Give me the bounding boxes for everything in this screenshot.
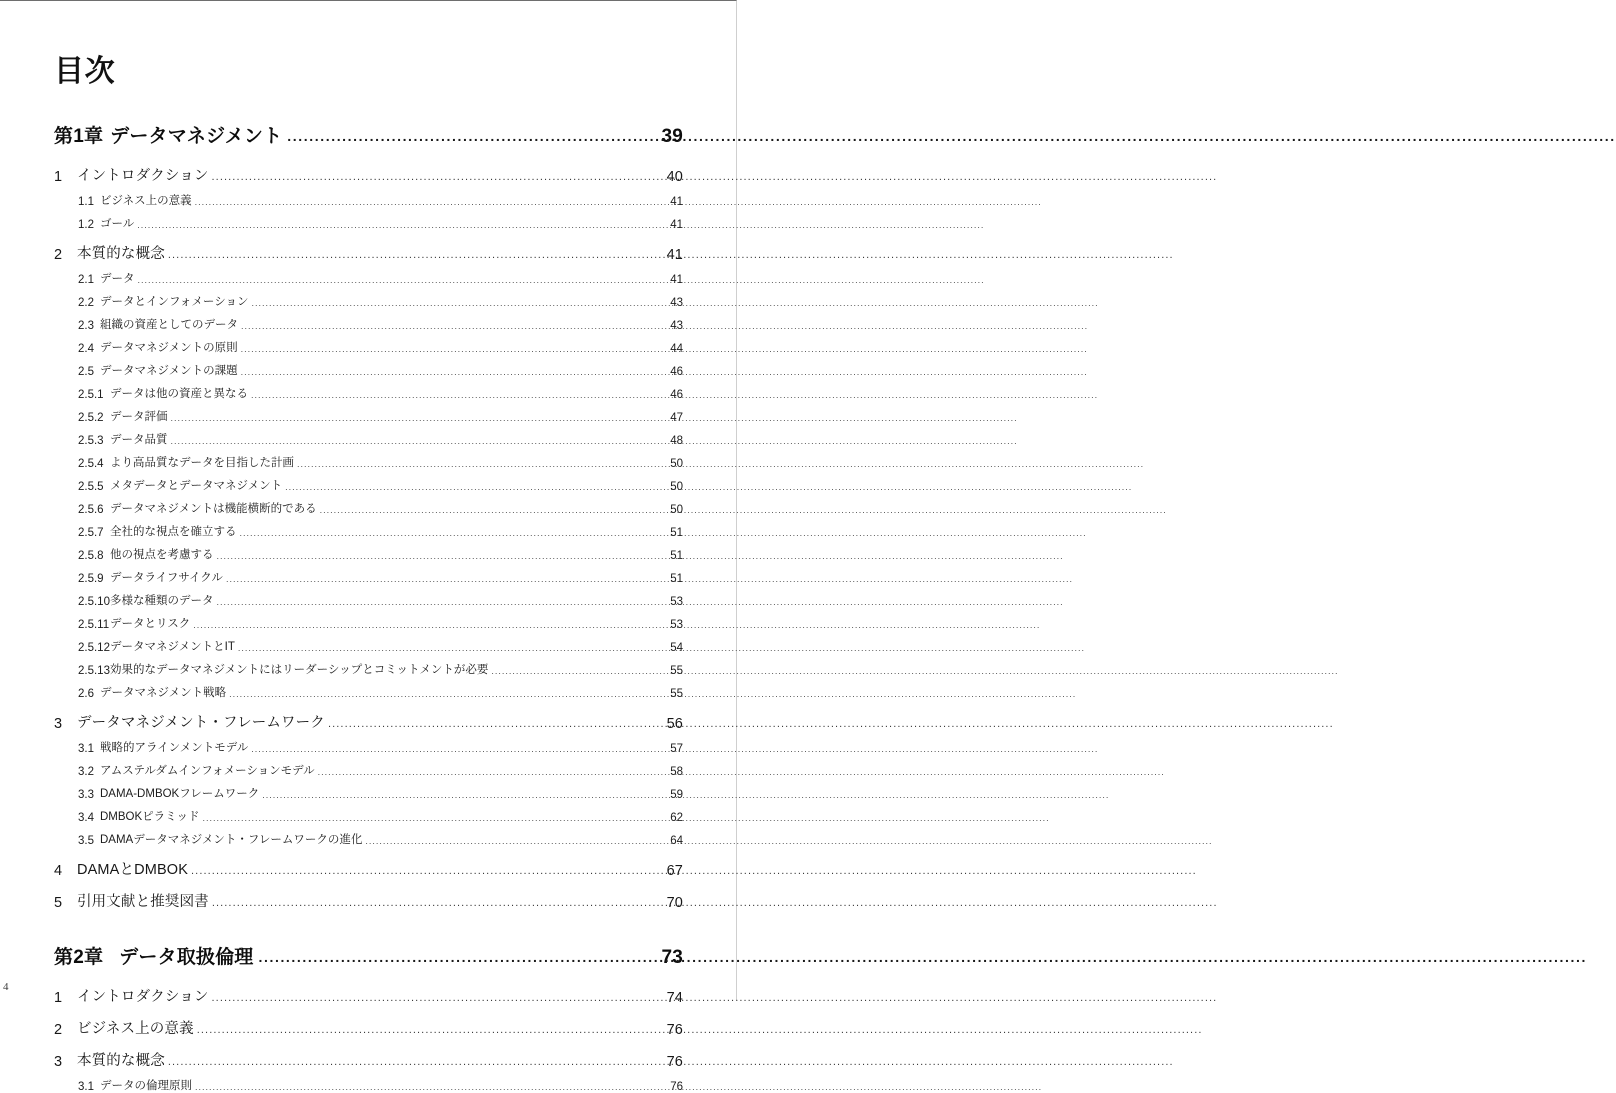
entry-label: ビジネス上の意義 (77, 1021, 194, 1037)
toc-entry-2-5-11[interactable] (78, 615, 683, 631)
toc-entry-5[interactable] (54, 890, 683, 911)
entry-label: 本質的な概念 (77, 246, 165, 262)
toc-entry-2-5-12[interactable] (78, 638, 683, 654)
entry-label: 他の視点を考慮する (110, 549, 214, 561)
entry-page-number: 46 (670, 366, 683, 378)
entry-number: 1 (54, 990, 63, 1006)
entry-page-number: 57 (670, 743, 683, 755)
entry-number: 2.5.4 (78, 458, 104, 470)
dot-leader (251, 390, 666, 400)
entry-number: 3.1 (78, 743, 94, 755)
entry-number: 2.5.11 (78, 619, 110, 631)
dot-leader (217, 551, 667, 561)
chapter-title: データマネジメント (110, 126, 283, 147)
dot-leader (229, 689, 666, 699)
toc-entry-4[interactable] (54, 858, 683, 879)
entry-number: 3 (54, 1054, 63, 1070)
dot-leader (137, 220, 666, 230)
chapter-title: データ取扱倫理 (119, 947, 254, 968)
entry-page-number: 43 (670, 297, 683, 309)
toc-entry-2-5-6[interactable] (78, 500, 683, 516)
entry-page-number: 62 (670, 812, 683, 824)
entry-page-number: 41 (670, 274, 683, 286)
entry-number: 2.6 (78, 688, 94, 700)
entry-page-number: 54 (670, 642, 683, 654)
entry-page-number: 76 (670, 1081, 683, 1093)
entry-page-number: 70 (666, 895, 683, 911)
entry-number: 2.5.1 (78, 389, 104, 401)
entry-number: 2.4 (78, 343, 94, 355)
entry-number: 2.5.13 (78, 665, 110, 677)
dot-leader (240, 528, 667, 538)
entry-page-number: 50 (670, 481, 683, 493)
dot-leader (491, 666, 666, 676)
entry-label: データは他の資産と異なる (110, 388, 248, 400)
entry-label: データの倫理原則 (100, 1080, 192, 1092)
dot-leader (191, 865, 662, 877)
entry-number: 5 (54, 895, 63, 911)
toc-entry-2-5-3[interactable] (78, 431, 683, 447)
toc-entry-2-3[interactable] (78, 316, 683, 332)
entry-number: 3 (54, 716, 63, 732)
entry-number: 2.5.6 (78, 504, 104, 516)
entry-page-number: 50 (670, 458, 683, 470)
entry-label: データマネジメントの原則 (100, 342, 238, 354)
dot-leader (328, 718, 662, 730)
entry-number: 3.5 (78, 835, 94, 847)
toc-entry-2-5-8[interactable] (78, 546, 683, 562)
entry-label: データ品質 (110, 434, 168, 446)
entry-label: 引用文献と推奨図書 (77, 894, 209, 910)
entry-page-number: 74 (666, 990, 683, 1006)
dot-leader (320, 505, 666, 515)
toc-entry-2[interactable] (54, 1017, 683, 1038)
entry-number: 1.1 (78, 196, 94, 208)
entry-page-number: 44 (670, 343, 683, 355)
toc-entry-2[interactable] (54, 242, 683, 263)
entry-label: データ評価 (110, 411, 168, 423)
entry-number: 2.3 (78, 320, 94, 332)
entry-label: 本質的な概念 (77, 1053, 165, 1069)
dot-leader (212, 897, 662, 909)
entry-page-number: 51 (670, 573, 683, 585)
entry-label: イントロダクション (77, 989, 209, 1005)
dot-leader (238, 643, 666, 653)
entry-number: 2.5.9 (78, 573, 104, 585)
entry-page-number: 53 (670, 596, 683, 608)
entry-page-number: 56 (666, 716, 683, 732)
toc-entry-2-5-2[interactable] (78, 408, 683, 424)
chapter-number: 第1章 (54, 126, 104, 147)
toc-entry-3-3[interactable] (78, 785, 683, 801)
entry-label: アムステルダムインフォメーションモデル (100, 765, 315, 777)
entry-label: 多様な種類のデータ (110, 595, 214, 607)
entry-page-number: 47 (670, 412, 683, 424)
dot-leader (318, 767, 666, 777)
dot-leader (297, 459, 666, 469)
entry-page-number: 50 (670, 504, 683, 516)
dot-leader (258, 949, 655, 965)
entry-number: 2 (54, 1022, 63, 1038)
dot-leader (285, 482, 666, 492)
toc-entry-1-1[interactable] (78, 192, 683, 208)
entry-page-number: 51 (670, 550, 683, 562)
entry-number: 2.5.5 (78, 481, 104, 493)
entry-page-number: 41 (666, 247, 683, 263)
page-title: 目次 (54, 55, 116, 88)
toc-entry-3-2[interactable] (78, 762, 683, 778)
dot-leader (241, 344, 666, 354)
dot-leader (138, 275, 667, 285)
entry-page-number: 41 (670, 196, 683, 208)
entry-number: 3.1 (78, 1081, 94, 1093)
toc-entry-3-1[interactable] (78, 1077, 683, 1093)
entry-number: 2.5.10 (78, 596, 110, 608)
dot-leader (241, 367, 666, 377)
toc-entry-2-6[interactable] (78, 684, 683, 700)
entry-number: 2.1 (78, 274, 94, 286)
entry-label: データマネジメントは機能横断的である (110, 503, 317, 515)
entry-label: ゴール (100, 218, 135, 230)
entry-page-number: 39 (661, 126, 683, 147)
toc-entry-2-5-5[interactable] (78, 477, 683, 493)
toc-entry-2-2[interactable] (78, 293, 683, 309)
dot-leader (195, 197, 666, 207)
toc-entry-2-5-4[interactable] (78, 454, 683, 470)
entry-page-number: 43 (670, 320, 683, 332)
dot-leader (193, 620, 666, 630)
entry-number: 2.5.2 (78, 412, 104, 424)
toc-page (0, 0, 737, 1093)
dot-leader (251, 744, 666, 754)
dot-leader (212, 171, 662, 183)
toc-entry-2-5[interactable] (78, 362, 683, 378)
entry-label: DMBOKピラミッド (100, 811, 200, 823)
entry-page-number: 55 (670, 665, 683, 677)
entry-label: より高品質なデータを目指した計画 (110, 457, 294, 469)
entry-number: 3.2 (78, 766, 94, 778)
entry-label: 戦略的アラインメントモデル (100, 742, 249, 754)
entry-label: DAMA-DMBOKフレームワーク (100, 788, 260, 800)
dot-leader (226, 574, 666, 584)
dot-leader (251, 298, 666, 308)
toc-entry-2-5-1[interactable] (78, 385, 683, 401)
toc-entry-3-1[interactable] (78, 739, 683, 755)
entry-label: イントロダクション (77, 168, 209, 184)
dot-leader (262, 790, 666, 800)
entry-number: 2.5.8 (78, 550, 104, 562)
dot-leader (287, 128, 655, 144)
toc-entry-list (54, 121, 683, 1093)
entry-page-number: 40 (666, 169, 683, 185)
entry-number: 4 (54, 863, 63, 879)
entry-number: 1 (54, 169, 63, 185)
entry-label: データライフサイクル (110, 572, 223, 584)
dot-leader (195, 1082, 666, 1092)
dot-leader (197, 1024, 662, 1036)
entry-page-number: 46 (670, 389, 683, 401)
entry-number: 2.5 (78, 366, 94, 378)
toc-content (54, 1, 683, 1093)
entry-page-number: 58 (670, 766, 683, 778)
dot-leader (217, 597, 667, 607)
entry-page-number: 67 (666, 863, 683, 879)
entry-label: 効果的なデータマネジメントにはリーダーシップとコミットメントが必要 (110, 664, 489, 676)
entry-number: 2.5.3 (78, 435, 104, 447)
chapter-heading-1[interactable] (54, 121, 683, 148)
entry-label: ビジネス上の意義 (100, 195, 192, 207)
page-folio-number: 4 (3, 981, 9, 993)
toc-entry-1-2[interactable] (78, 215, 683, 231)
entry-page-number: 51 (670, 527, 683, 539)
entry-label: DAMAデータマネジメント・フレームワークの進化 (100, 834, 363, 846)
entry-number: 2.5.12 (78, 642, 110, 654)
dot-leader (171, 413, 667, 423)
entry-label: DAMAとDMBOK (77, 862, 189, 878)
toc-entry-3-4[interactable] (78, 808, 683, 824)
toc-entry-2-4[interactable] (78, 339, 683, 355)
entry-page-number: 48 (670, 435, 683, 447)
toc-entry-3[interactable] (54, 1049, 683, 1070)
entry-number: 2 (54, 247, 63, 263)
entry-label: データ (100, 273, 135, 285)
dot-leader (202, 813, 666, 823)
entry-label: データとリスク (110, 618, 191, 630)
toc-entry-2-5-13[interactable] (78, 661, 683, 677)
entry-label: 全社的な視点を確立する (110, 526, 237, 538)
entry-page-number: 64 (670, 835, 683, 847)
entry-number: 3.4 (78, 812, 94, 824)
entry-page-number: 76 (666, 1022, 683, 1038)
entry-number: 3.3 (78, 789, 94, 801)
entry-page-number: 73 (661, 947, 683, 968)
toc-entry-1[interactable] (54, 985, 683, 1006)
entry-number: 2.2 (78, 297, 94, 309)
toc-entry-3[interactable] (54, 711, 683, 732)
entry-page-number: 53 (670, 619, 683, 631)
entry-label: 組織の資産としてのデータ (100, 319, 238, 331)
chapter-heading-2[interactable] (54, 942, 683, 969)
entry-label: データマネジメント・フレームワーク (77, 715, 325, 731)
entry-page-number: 55 (670, 688, 683, 700)
dot-leader (168, 249, 662, 261)
toc-entry-1[interactable] (54, 164, 683, 185)
entry-number: 1.2 (78, 219, 94, 231)
toc-entry-2-5-9[interactable] (78, 569, 683, 585)
dot-leader (171, 436, 667, 446)
toc-entry-3-5[interactable] (78, 831, 683, 847)
entry-number: 2.5.7 (78, 527, 104, 539)
dot-leader (168, 1056, 662, 1068)
toc-entry-2-5-7[interactable] (78, 523, 683, 539)
toc-entry-2-5-10[interactable] (78, 592, 683, 608)
entry-label: データマネジメントの課題 (100, 365, 238, 377)
entry-page-number: 76 (666, 1054, 683, 1070)
dot-leader (212, 992, 662, 1004)
dot-leader (241, 321, 666, 331)
toc-entry-2-1[interactable] (78, 270, 683, 286)
entry-page-number: 41 (670, 219, 683, 231)
entry-page-number: 59 (670, 789, 683, 801)
entry-label: データマネジメント戦略 (100, 687, 227, 699)
chapter-number: 第2章 (54, 947, 104, 968)
entry-label: データとインフォメーション (100, 296, 249, 308)
entry-label: データマネジメントとIT (110, 641, 235, 653)
dot-leader (365, 836, 666, 846)
entry-label: メタデータとデータマネジメント (110, 480, 283, 492)
